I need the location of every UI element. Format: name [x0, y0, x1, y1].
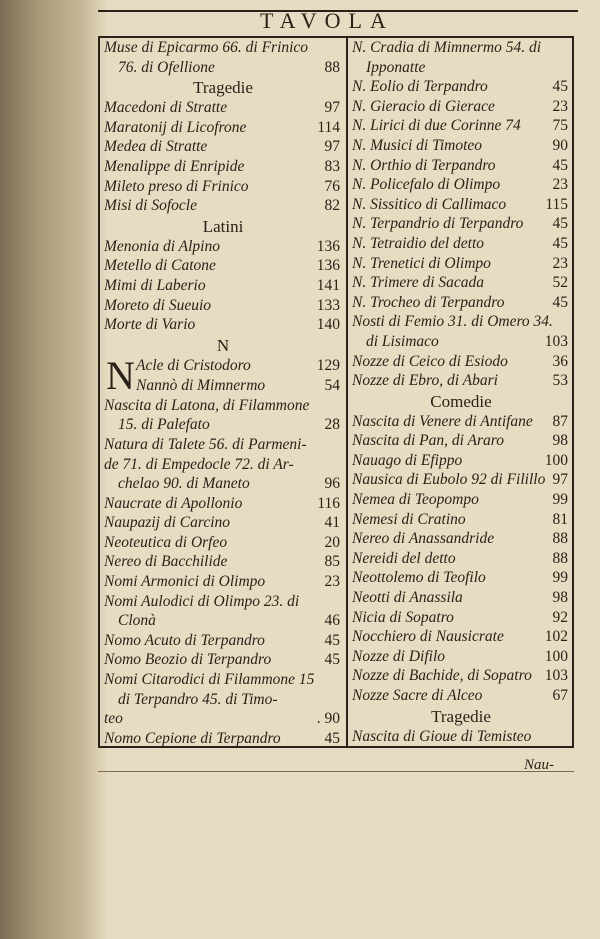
index-entry-text: N. Musici di Timoteo	[352, 136, 483, 154]
index-entry	[104, 177, 342, 197]
index-entry	[104, 592, 342, 612]
index-entry	[352, 156, 570, 176]
index-entry-text: Naucrate di Apollonio	[104, 494, 243, 512]
index-entry	[104, 690, 342, 710]
section-heading: Latini	[202, 216, 244, 236]
index-entry-page: 114	[317, 118, 340, 136]
index-entry-text: N. Trenetici di Olimpo	[352, 254, 491, 272]
index-entry-page: 45	[552, 78, 568, 96]
index-entry-page: 136	[316, 237, 340, 255]
index-entry-page: 88	[324, 58, 340, 76]
index-entry-page: 97	[324, 99, 340, 117]
index-entry-page: 99	[552, 569, 568, 587]
index-entry	[352, 371, 570, 391]
index-entry	[352, 666, 570, 686]
index-entry	[104, 276, 342, 296]
index-entry-text: Menonia di Alpino	[104, 237, 220, 255]
index-entry	[104, 494, 342, 514]
initial-entry	[104, 352, 342, 398]
index-entry-text: di Lisimaco	[366, 332, 439, 350]
index-entry-text: Moreto di Sueuio	[104, 296, 212, 314]
index-entry-text: Nomo Beozio di Terpandro	[104, 651, 272, 669]
index-entry-text: Neottolemo di Teofilo	[352, 569, 486, 587]
index-entry-text: Nozze Sacre di Alceo	[352, 687, 483, 704]
index-entry-text: N. Eolio di Terpandro	[352, 78, 488, 96]
index-entry-text: Mileto preso di Frinico	[104, 177, 249, 195]
index-entry-page: 45	[552, 156, 568, 174]
index-entry-page: 81	[552, 510, 568, 528]
frame-right-rule	[572, 36, 574, 748]
index-entry-text: Nereo di Anassandride	[352, 530, 495, 548]
index-entry	[104, 552, 342, 572]
index-column-left	[104, 38, 342, 748]
index-entry-text: Misi di Sofocle	[104, 197, 197, 215]
index-entry-text: Ipponatte	[366, 58, 426, 76]
index-entry-page: 83	[324, 157, 340, 175]
index-entry-text: Nascita di Latona, di Filammone	[104, 396, 310, 414]
index-entry-text: Nozze di Ceico di Esiodo	[352, 352, 508, 370]
index-entry-text: Nocchiero di Nausicrate	[352, 628, 504, 646]
index-entry-page: 133	[316, 296, 340, 314]
index-entry-text: Muse di Epicarmo 66. di Frinico	[104, 39, 309, 56]
index-entry-page: 116	[317, 494, 340, 512]
index-entry	[352, 116, 570, 136]
index-entry	[352, 136, 570, 156]
index-entry-page: 87	[552, 412, 568, 430]
index-entry-text: Mimi di Laberio	[104, 276, 206, 294]
index-entry	[104, 137, 342, 157]
index-entry	[104, 631, 342, 651]
index-entry	[104, 474, 342, 494]
index-entry-page: 96	[324, 475, 340, 493]
index-entry	[104, 415, 342, 435]
section-heading: Tragedie	[193, 78, 253, 98]
index-entry-text: Acle di Cristodoro	[136, 356, 251, 374]
index-entry	[352, 608, 570, 628]
index-entry	[352, 97, 570, 117]
index-entry-text: teo	[104, 710, 123, 728]
index-entry-page: 45	[552, 293, 568, 311]
index-entry-text: Nomo Cepione di Terpandro	[104, 729, 281, 747]
index-entry	[104, 611, 342, 631]
index-entry	[104, 572, 342, 592]
index-entry	[352, 549, 570, 569]
index-entry	[352, 431, 570, 451]
index-entry	[352, 175, 570, 195]
index-entry-page: 45	[324, 729, 340, 747]
index-entry	[352, 412, 570, 432]
index-entry-page: 23	[324, 573, 340, 591]
index-entry-text: 15. di Palefato	[118, 416, 210, 434]
index-entry-text: Metello di Catone	[104, 257, 216, 275]
index-entry-text: chelao 90. di Maneto	[118, 475, 250, 493]
index-entry-text: Macedoni di Stratte	[104, 99, 228, 117]
index-entry-text: N. Lirici di due Corinne 74	[352, 117, 521, 135]
index-entry	[104, 157, 342, 177]
index-entry-text: Nomi Aulodici di Olimpo 23. di	[104, 592, 300, 610]
index-entry-text: Clonà	[118, 612, 156, 630]
column-divider	[346, 36, 348, 748]
index-entry	[104, 315, 342, 335]
index-entry-page: 82	[324, 197, 340, 215]
index-entry-text: N. Trimere di Sacada	[352, 274, 485, 292]
index-entry-page: 23	[552, 97, 568, 115]
index-entry-text: Nozze di Ebro, di Abari	[352, 372, 498, 390]
catchword: Nau-	[524, 757, 554, 773]
index-entry-page: 100	[544, 451, 568, 469]
running-head: TAVOLA	[260, 8, 394, 33]
index-entry	[352, 470, 570, 490]
index-entry	[352, 254, 570, 274]
index-entry-text: Nomi Citarodici di Filammone 15	[104, 671, 315, 689]
index-entry-page: 23	[552, 254, 568, 272]
index-entry-text: Neotti di Anassila	[352, 589, 463, 607]
index-entry	[104, 98, 342, 118]
index-entry-page: 98	[552, 432, 568, 450]
index-entry	[104, 650, 342, 670]
index-entry-text: Nannò di Mimnermo	[136, 376, 266, 394]
index-entry	[352, 312, 570, 332]
index-entry-text: N. Sissitico di Callimaco	[352, 195, 507, 213]
index-entry-page: 45	[552, 215, 568, 233]
index-entry-page: 103	[544, 332, 568, 350]
index-entry-text: N. Orthio di Terpandro	[352, 156, 496, 174]
index-entry	[352, 627, 570, 647]
index-entry-page: 45	[324, 631, 340, 649]
index-entry-text: N. Policefalo di Olimpo	[352, 176, 501, 194]
index-entry	[104, 435, 342, 455]
index-entry-text: Maratonij di Licofrone	[104, 118, 247, 136]
index-entry-text: Nozze di Difilo	[352, 647, 446, 665]
index-entry-text: 76. di Ofellione	[118, 58, 215, 76]
index-entry-page: 102	[544, 628, 568, 646]
index-entry	[104, 58, 342, 78]
index-entry	[352, 234, 570, 254]
index-entry	[104, 533, 342, 553]
section-heading: Comedie	[430, 391, 492, 411]
index-entry-text: Naupazij di Carcino	[104, 514, 231, 532]
index-entry-page: 54	[324, 376, 340, 394]
index-entry-page: 88	[552, 530, 568, 548]
index-entry-page: 28	[324, 416, 340, 434]
index-entry-text: di Terpandro 45. di Timo-	[118, 690, 278, 708]
index-column-right	[352, 38, 570, 746]
index-entry-text: Nascita di Pan, di Araro	[352, 432, 504, 450]
index-entry	[104, 513, 342, 533]
index-entry-page: 46	[324, 612, 340, 630]
index-entry-page: 45	[324, 651, 340, 669]
index-entry-text: Nereo di Bacchilide	[104, 553, 228, 571]
index-entry-text: Nomo Acuto di Terpandro	[104, 631, 265, 649]
index-entry-text: N. Trocheo di Terpandro	[352, 293, 505, 311]
index-entry-page: 97	[324, 138, 340, 156]
index-entry-page: 67	[552, 687, 568, 704]
index-entry	[352, 510, 570, 530]
index-entry-page: 90	[552, 136, 568, 154]
index-entry-page: 41	[324, 514, 340, 532]
index-entry-page: 103	[544, 667, 568, 685]
index-entry-text: Nozze di Bachide, di Sopatro	[352, 667, 532, 685]
index-entry	[352, 647, 570, 667]
index-entry	[352, 588, 570, 608]
index-entry-text: Nauago di Efippo	[352, 451, 463, 469]
index-entry-text: Nosti di Femio 31. di Omero 34.	[352, 313, 553, 331]
index-entry-text: de 71. di Empedocle 72. di Ar-	[104, 455, 294, 473]
index-entry-page: . 90	[316, 710, 340, 728]
index-entry-page: 76	[324, 177, 340, 195]
index-entry	[104, 256, 342, 276]
index-entry-text: Neoteutica di Orfeo	[104, 533, 228, 551]
index-entry-text: Natura di Talete 56. di Parmeni-	[104, 435, 307, 453]
index-entry	[104, 118, 342, 138]
index-entry-page: 85	[324, 553, 340, 571]
index-entry	[104, 396, 342, 416]
index-entry	[352, 273, 570, 293]
index-entry	[352, 58, 570, 78]
index-entry	[352, 38, 570, 58]
index-entry-page: 92	[552, 608, 568, 626]
index-entry	[352, 568, 570, 588]
index-entry-text: Nereidi del detto	[352, 549, 456, 567]
index-entry-page: 141	[316, 276, 340, 294]
index-entry	[352, 77, 570, 97]
index-entry-page: 23	[552, 176, 568, 194]
index-entry-page: 45	[552, 234, 568, 252]
section-heading: Tragedie	[431, 706, 491, 726]
section-heading: N	[216, 335, 230, 355]
index-entry-page: 36	[552, 352, 568, 370]
index-entry	[352, 686, 570, 706]
index-entry-text: Morte di Vario	[104, 316, 196, 334]
index-entry	[352, 529, 570, 549]
index-entry	[352, 214, 570, 234]
index-entry-text: Medea di Stratte	[104, 138, 208, 156]
index-entry	[104, 196, 342, 216]
index-entry	[104, 729, 342, 749]
index-entry-page: 88	[552, 549, 568, 567]
index-entry-text: N. Tetraidio del detto	[352, 234, 485, 252]
index-entry-text: Nemesi di Cratino	[352, 510, 466, 528]
index-entry-text: Menalippe di Enripide	[104, 157, 245, 175]
index-entry-page: 99	[552, 491, 568, 509]
index-entry	[352, 195, 570, 215]
index-entry	[104, 38, 342, 58]
index-entry-text: N. Terpandrio di Terpandro	[352, 215, 524, 233]
index-entry-text: Nascita di Gioue di Temisteo	[352, 727, 532, 745]
index-entry-page: 97	[552, 471, 568, 489]
index-entry-text: Nemea di Teopompo	[352, 491, 479, 509]
index-entry-text: N. Gieracio di Gierace	[352, 97, 495, 115]
index-entry-page: 129	[316, 356, 340, 374]
footer-rule	[98, 771, 574, 772]
binding-edge	[0, 0, 86, 939]
initial-letter: N	[106, 352, 135, 398]
frame-left-rule	[98, 36, 100, 748]
index-entry	[352, 727, 570, 747]
index-entry	[104, 296, 342, 316]
index-entry-text: Nascita di Venere di Antifane	[352, 412, 533, 430]
index-entry-page: 53	[552, 372, 568, 390]
index-entry-page: 140	[316, 316, 340, 334]
index-entry-page: 100	[544, 647, 568, 665]
index-entry	[352, 451, 570, 471]
index-entry-text: Nomi Armonici di Olimpo	[104, 573, 266, 591]
index-entry	[352, 293, 570, 313]
index-entry-page: 52	[552, 274, 568, 292]
index-entry	[352, 490, 570, 510]
index-entry-page: 115	[545, 195, 568, 213]
index-entry-text: Nausica di Eubolo 92 di Filillo	[352, 471, 546, 489]
index-entry-text: N. Cradia di Mimnermo 54. di	[352, 39, 542, 56]
index-entry-page: 20	[324, 533, 340, 551]
index-entry-page: 136	[316, 257, 340, 275]
index-entry	[352, 352, 570, 372]
index-entry	[104, 455, 342, 475]
index-entry	[104, 670, 342, 690]
index-entry-page: 75	[552, 117, 568, 135]
index-entry-text: Nicia di Sopatro	[352, 608, 454, 626]
index-entry	[104, 709, 342, 729]
index-entry	[352, 332, 570, 352]
index-entry-page: 98	[552, 589, 568, 607]
index-entry	[104, 237, 342, 257]
